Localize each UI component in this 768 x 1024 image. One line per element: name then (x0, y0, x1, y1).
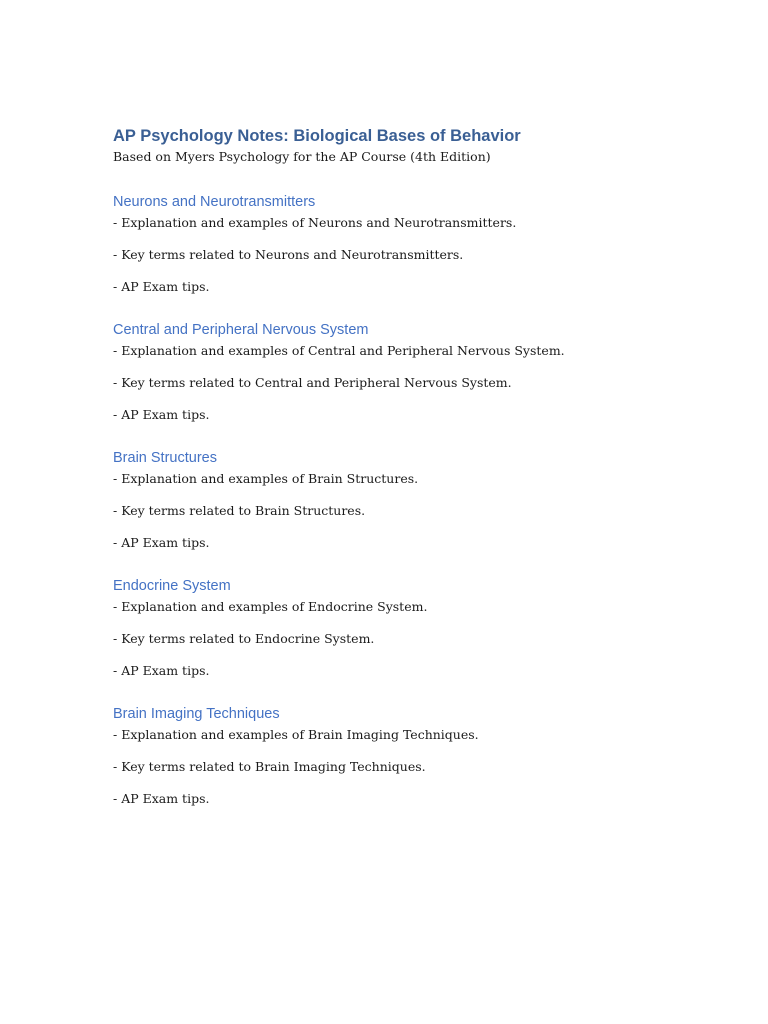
section-item: - AP Exam tips. (113, 535, 210, 550)
section-endocrine-system (113, 576, 713, 680)
section-item: - AP Exam tips. (113, 663, 210, 678)
section-item: - Explanation and examples of Brain Structures. (113, 471, 419, 486)
document-title: AP Psychology Notes: Biological Bases of Behavior (113, 127, 521, 145)
section-item: - Explanation and examples of Neurons and Neurotransmitters. (113, 215, 517, 230)
section-item: - Key terms related to Brain Imaging Techniques. (113, 759, 426, 774)
sections-list (113, 192, 713, 808)
section-heading: Endocrine System (113, 578, 231, 594)
section-item: - Key terms related to Neurons and Neurotransmitters. (113, 247, 464, 262)
section-brain-structures (113, 448, 713, 552)
document-subtitle: Based on Myers Psychology for the AP Course (4th Edition) (113, 149, 491, 164)
section-item: - Explanation and examples of Central and Peripheral Nervous System. (113, 343, 565, 358)
section-item: - AP Exam tips. (113, 791, 210, 806)
section-item: - Key terms related to Endocrine System. (113, 631, 375, 646)
section-neurons (113, 192, 713, 296)
section-item: - Key terms related to Central and Peripheral Nervous System. (113, 375, 512, 390)
section-brain-imaging (113, 704, 713, 808)
section-item: - AP Exam tips. (113, 279, 210, 294)
section-nervous-system (113, 320, 713, 424)
section-heading: Neurons and Neurotransmitters (113, 194, 316, 210)
section-heading: Brain Structures (113, 450, 217, 466)
section-heading: Brain Imaging Techniques (113, 706, 280, 722)
document-content (113, 125, 713, 808)
section-heading: Central and Peripheral Nervous System (113, 322, 369, 338)
section-item: - Explanation and examples of Brain Imaging Techniques. (113, 727, 479, 742)
section-item: - Key terms related to Brain Structures. (113, 503, 366, 518)
section-item: - Explanation and examples of Endocrine System. (113, 599, 428, 614)
section-item: - AP Exam tips. (113, 407, 210, 422)
